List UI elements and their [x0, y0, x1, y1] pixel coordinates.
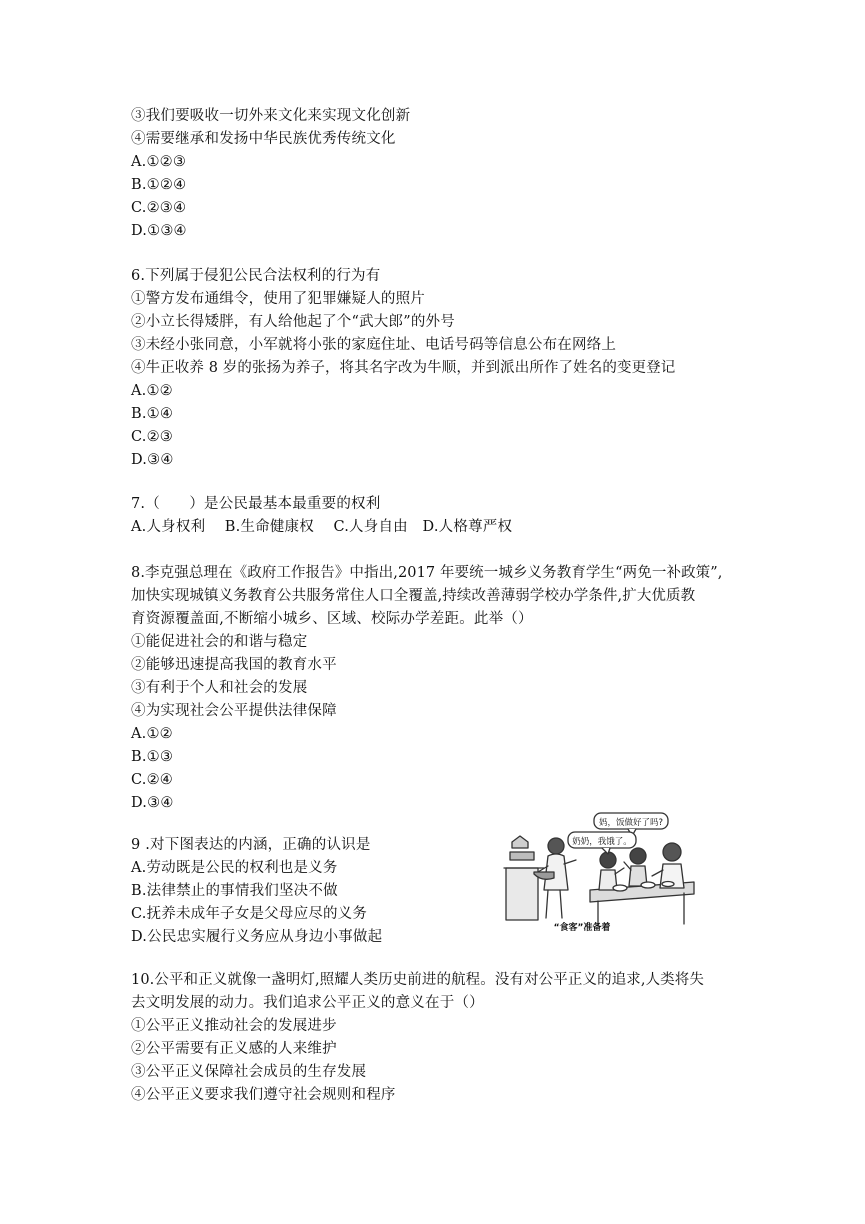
q9-answer-d: D.公民忠实履行义务应从身边小事做起: [131, 929, 383, 945]
q8-option-4: ④为实现社会公平提供法律保障: [131, 703, 337, 719]
q9-stem: 9 .对下图表达的内涵，正确的认识是: [131, 837, 371, 853]
q6-answer-b: B.①④: [131, 406, 174, 422]
q10-option-4: ④公平正义要求我们遵守社会规则和程序: [131, 1087, 396, 1103]
q6-option-4: ④牛正收养 8 岁的张扬为养子，将其名字改为牛顺，并到派出所作了姓名的变更登记: [131, 360, 676, 376]
q6-stem: 6.下列属于侵犯公民合法权利的行为有: [131, 268, 381, 284]
q9-answer-a: A.劳动既是公民的权利也是义务: [131, 860, 338, 876]
cartoon-bubble-1: 妈，饭做好了吗?: [598, 818, 664, 828]
q6-answer-c: C.②③: [131, 429, 173, 445]
cartoon-drawing: [504, 813, 694, 926]
q8-answer-d: D.③④: [131, 795, 174, 811]
q6-answer-a: A.①②: [131, 383, 173, 399]
q8-option-2: ②能够迅速提高我国的教育水平: [131, 657, 337, 673]
q6-option-1: ①警方发布通缉令，使用了犯罪嫌疑人的照片: [131, 291, 425, 307]
q8-option-1: ①能促进社会的和谐与稳定: [131, 634, 308, 650]
q5-answer-c: C.②③④: [131, 200, 187, 216]
q10-stem-line-1: 10.公平和正义就像一盏明灯,照耀人类历史前进的航程。没有对公平正义的追求,人类将失: [131, 972, 704, 988]
q5-answer-d: D.①③④: [131, 223, 187, 239]
q9-cartoon-figure: [498, 812, 696, 934]
q9-answer-b: B.法律禁止的事情我们坚决不做: [131, 883, 338, 899]
q8-stem-line-1: 8.李克强总理在《政府工作报告》中指出,2017 年要统一城乡义务教育学生“两免一补政策”,: [131, 565, 723, 581]
q7-stem: 7.（ ）是公民最基本最重要的权利: [131, 496, 381, 512]
q7-options: A.人身权利 B.生命健康权 C.人身自由 D.人格尊严权: [131, 519, 513, 535]
cartoon-caption: “食客”准备着: [553, 923, 611, 933]
q8-answer-a: A.①②: [131, 726, 173, 742]
q8-answer-b: B.①③: [131, 749, 174, 765]
q6-option-3: ③未经小张同意，小军就将小张的家庭住址、电话号码等信息公布在网络上: [131, 337, 617, 353]
cartoon-bubble-2: 奶奶，我饿了。: [572, 837, 632, 847]
q8-option-3: ③有利于个人和社会的发展: [131, 680, 308, 696]
q5-option-3: ③我们要吸收一切外来文化来实现文化创新: [131, 108, 411, 124]
q10-option-2: ②公平需要有正义感的人来维护: [131, 1041, 337, 1057]
q8-answer-c: C.②④: [131, 772, 173, 788]
q10-option-3: ③公平正义保障社会成员的生存发展: [131, 1064, 367, 1080]
q10-option-1: ①公平正义推动社会的发展进步: [131, 1018, 337, 1034]
q10-stem-line-2: 去文明发展的动力。我们追求公平正义的意义在于（）: [131, 995, 484, 1011]
q5-answer-b: B.①②④: [131, 177, 187, 193]
q5-option-4: ④需要继承和发扬中华民族优秀传统文化: [131, 131, 396, 147]
q5-answer-a: A.①②③: [131, 154, 187, 170]
q9-answer-c: C.抚养未成年子女是父母应尽的义务: [131, 906, 368, 922]
q8-stem-line-2: 加快实现城镇义务教育公共服务常住人口全覆盖,持续改善薄弱学校办学条件,扩大优质教: [131, 588, 696, 604]
q6-option-2: ②小立长得矮胖，有人给他起了个“武大郎”的外号: [131, 314, 455, 330]
q6-answer-d: D.③④: [131, 452, 174, 468]
q8-stem-line-3: 育资源覆盖面,不断缩小城乡、区域、校际办学差距。此举（）: [131, 611, 533, 627]
